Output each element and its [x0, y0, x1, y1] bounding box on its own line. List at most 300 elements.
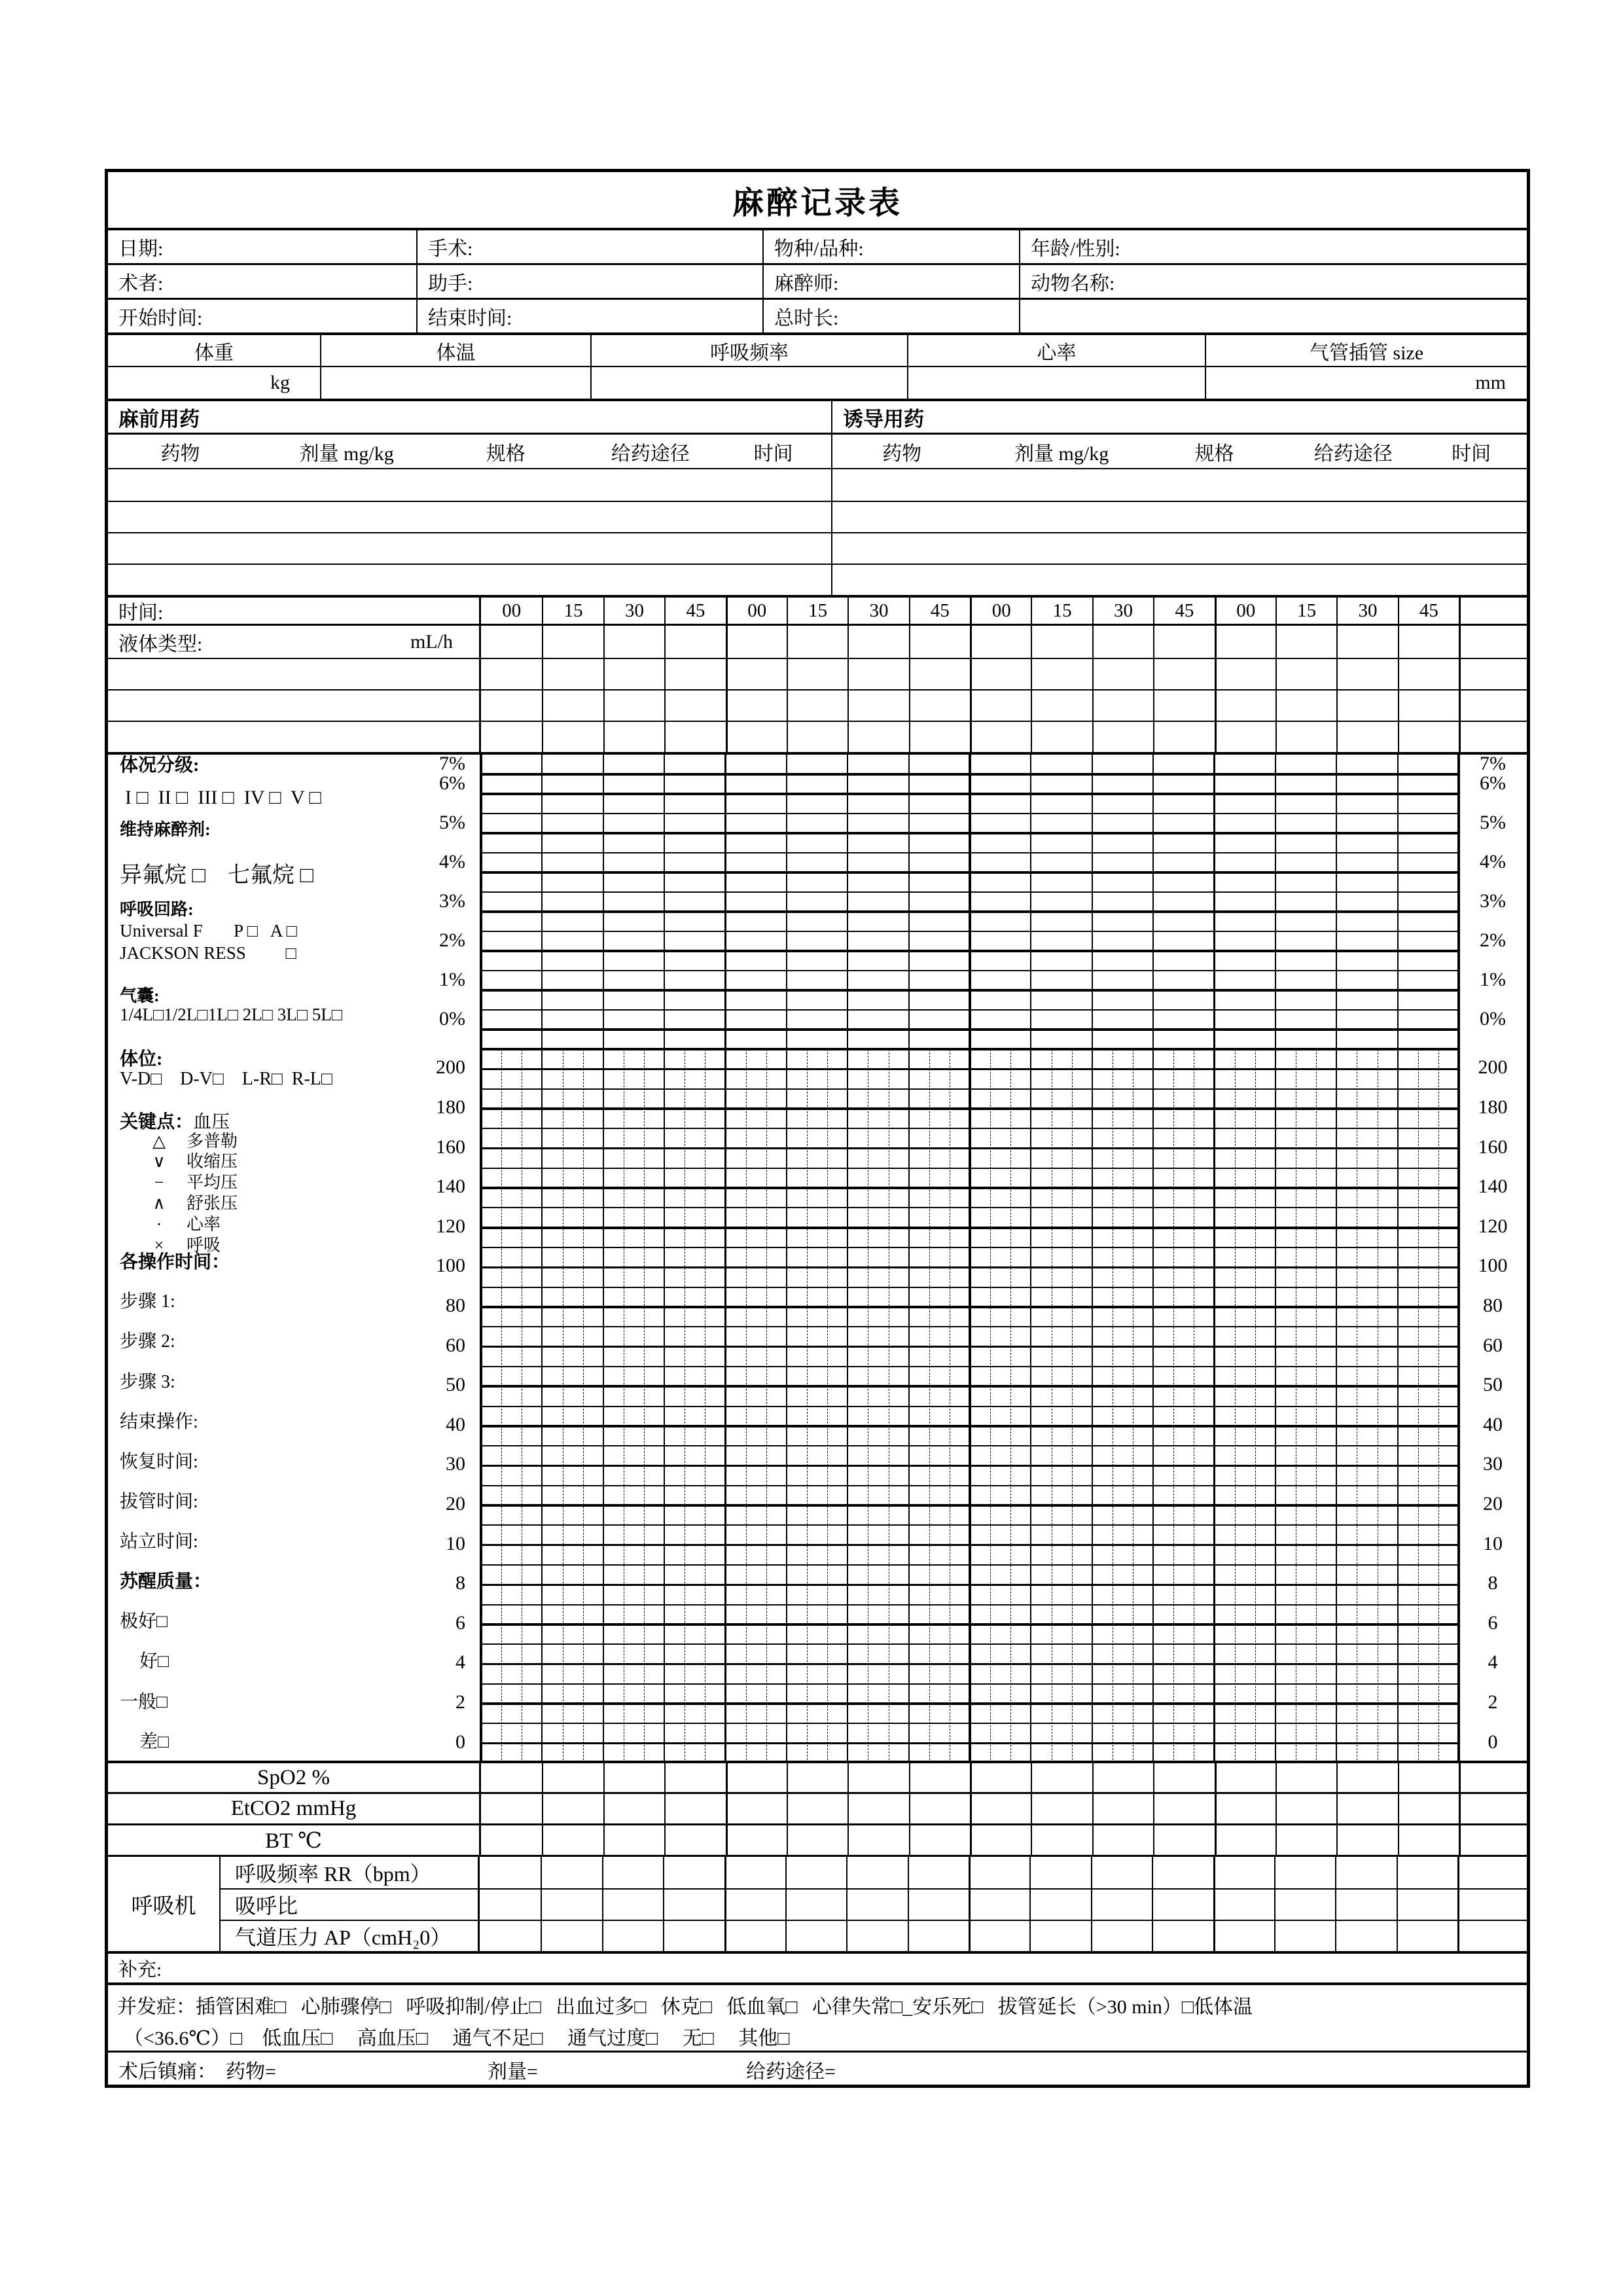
field-animal-name[interactable]: 动物名称: — [1019, 265, 1527, 298]
grid-cell[interactable] — [480, 1890, 541, 1920]
grid-cell[interactable] — [1029, 1890, 1090, 1920]
grid-cell[interactable] — [1092, 1763, 1153, 1792]
grid-cell[interactable] — [1215, 691, 1275, 721]
diastolic-symbol: ∧ — [152, 1194, 166, 1213]
grid-cell[interactable] — [785, 1890, 846, 1920]
grid-cell[interactable] — [724, 1857, 785, 1888]
grid-cell[interactable] — [908, 1921, 969, 1951]
etco2-cells — [481, 1794, 1459, 1823]
condition-grade-checkboxes[interactable]: I □ II □ III □ IV □ V □ — [125, 787, 321, 808]
grid-cell[interactable] — [1092, 1794, 1153, 1823]
grid-cell[interactable] — [909, 659, 970, 689]
grid-cell[interactable] — [846, 1921, 907, 1951]
grid-line-horizontal — [481, 1406, 1459, 1407]
grid-cell[interactable] — [970, 722, 1031, 752]
grid-cell[interactable] — [1275, 659, 1336, 689]
rr-input[interactable] — [590, 367, 907, 399]
grid-cell[interactable] — [1275, 1794, 1336, 1823]
col-route: 给药途径 — [611, 442, 690, 465]
field-anesthetist[interactable]: 麻醉师: — [762, 265, 1019, 298]
ventilator-ie-row — [221, 1888, 1527, 1920]
complications-checkboxes-line2[interactable]: （<36.6℃）□ 低血压□ 高血压□ 通气不足□ 通气过度□ 无□ 其他□ — [124, 2028, 790, 2049]
scale-label-left: 30 — [446, 1453, 465, 1475]
grid-cell[interactable] — [1092, 626, 1153, 658]
grid-cell[interactable] — [787, 659, 847, 689]
info-row-2 — [108, 263, 1527, 298]
grid-cell[interactable] — [1336, 1825, 1397, 1855]
grid-cell[interactable] — [787, 691, 847, 721]
grid-cell[interactable] — [1274, 1890, 1335, 1920]
scale-label-right: 180 — [1478, 1096, 1508, 1118]
grid-cell[interactable] — [481, 722, 542, 752]
ventilator-ap-row — [221, 1920, 1527, 1951]
grid-cell[interactable] — [542, 1794, 603, 1823]
keypoints-label — [120, 1113, 230, 1132]
keypoints-bp: 血压 — [193, 1112, 230, 1132]
grid-cell[interactable] — [726, 626, 787, 658]
empty-cells — [481, 659, 1459, 689]
grid-cell[interactable] — [726, 1825, 787, 1855]
grid-cell[interactable] — [664, 722, 725, 752]
end-operation-field[interactable]: 结束操作: — [120, 1412, 198, 1432]
grid-cell[interactable] — [1335, 1890, 1396, 1920]
body-position-checkboxes[interactable]: V-D□ D-V□ L-R□ R-L□ — [120, 1069, 332, 1089]
grid-cell[interactable] — [1398, 626, 1459, 658]
grid-cell[interactable] — [908, 1857, 969, 1888]
grid-cell[interactable] — [1092, 659, 1153, 689]
analgesia-route-field[interactable]: 给药途径= — [746, 2060, 836, 2083]
grid-cell[interactable] — [847, 1825, 908, 1855]
col-drug: 药物 — [160, 442, 200, 465]
grid-cell[interactable] — [1091, 1921, 1152, 1951]
grid-line-horizontal — [481, 813, 1459, 814]
grid-cell[interactable] — [602, 1857, 663, 1888]
grid-cell[interactable] — [1153, 626, 1214, 658]
time-header-row — [108, 595, 1527, 624]
grid-cell[interactable] — [1398, 659, 1459, 689]
grid-cell[interactable] — [1153, 1825, 1214, 1855]
grid-cell[interactable] — [602, 1921, 663, 1951]
grid-cell[interactable] — [909, 722, 970, 752]
grid-cell[interactable] — [1153, 1794, 1214, 1823]
grid-cell[interactable] — [1152, 1921, 1213, 1951]
grid-cell[interactable] — [1215, 722, 1275, 752]
scale-label-left: 6 — [455, 1611, 465, 1634]
grid-cell[interactable] — [1215, 1825, 1275, 1855]
grid-cell[interactable] — [909, 1763, 970, 1792]
field-assistant[interactable]: 助手: — [416, 265, 762, 298]
row-stub — [1459, 1794, 1527, 1823]
field-start-time[interactable]: 开始时间: — [118, 308, 203, 329]
grid-cell[interactable] — [970, 659, 1031, 689]
grid-line-horizontal — [481, 1147, 1459, 1150]
grid-line-horizontal — [481, 1683, 1459, 1685]
grid-cell[interactable] — [1031, 1763, 1092, 1792]
grid-cell[interactable] — [847, 659, 908, 689]
keypoints-title: 关键点： — [120, 1112, 194, 1132]
grid-cell[interactable] — [481, 691, 542, 721]
grid-cell[interactable] — [1398, 1825, 1459, 1855]
scale-label-right: 1% — [1480, 969, 1506, 990]
grid-cell[interactable] — [1215, 1763, 1275, 1792]
grid-line-vertical — [1275, 755, 1276, 1763]
grid-cell[interactable] — [1091, 1857, 1152, 1888]
grid-cell[interactable] — [1031, 1794, 1092, 1823]
grid-cell[interactable] — [541, 1857, 601, 1888]
row-stub — [1457, 1921, 1525, 1951]
grid-line-horizontal — [481, 1425, 1459, 1427]
grid-cell[interactable] — [1029, 1857, 1090, 1888]
time-tick: 45 — [909, 598, 970, 624]
grid-cell[interactable] — [481, 626, 542, 658]
grid-cell[interactable] — [603, 1763, 664, 1792]
grid-cell[interactable] — [909, 1794, 970, 1823]
scale-label-right: 6% — [1480, 772, 1506, 794]
grid-cell[interactable] — [1092, 691, 1153, 721]
grid-cell[interactable] — [1031, 722, 1092, 752]
grid-cell[interactable] — [481, 659, 542, 689]
scale-label-left: 200 — [436, 1056, 465, 1079]
grid-line-horizontal — [481, 1247, 1459, 1248]
fluid-row-stub — [1459, 626, 1527, 658]
grid-cell[interactable] — [1091, 1890, 1152, 1920]
grid-cell[interactable] — [603, 659, 664, 689]
grid-cell[interactable] — [785, 1921, 846, 1951]
legend-systolic: ∨ 收缩压 — [139, 1153, 238, 1170]
grid-cell[interactable] — [603, 626, 664, 658]
premed-entry-cell[interactable] — [108, 469, 832, 501]
ventilator-ap-cells — [480, 1921, 1457, 1951]
analgesia-dose-field[interactable]: 剂量= — [488, 2060, 538, 2083]
field-total-duration[interactable]: 总时长: — [762, 300, 1019, 332]
grid-cell[interactable] — [1031, 626, 1092, 658]
grid-cell[interactable] — [1092, 722, 1153, 752]
grid-cell[interactable] — [1336, 691, 1397, 721]
grid-cell[interactable] — [481, 1763, 542, 1792]
grid-cell[interactable] — [542, 659, 603, 689]
grid-line-horizontal — [481, 1465, 1459, 1467]
grid-cell[interactable] — [1336, 659, 1397, 689]
grid-cell[interactable] — [1397, 1857, 1457, 1888]
grid-cell[interactable] — [1215, 626, 1275, 658]
grid-cell[interactable] — [663, 1890, 724, 1920]
grid-cell[interactable] — [787, 722, 847, 752]
grid-line-vertical — [724, 755, 727, 1763]
scale-label-left: 10 — [446, 1532, 465, 1554]
grid-cell[interactable] — [1153, 722, 1214, 752]
grid-cell[interactable] — [726, 1763, 787, 1792]
grid-cell[interactable] — [664, 1825, 725, 1855]
step2-field[interactable]: 步骤 2: — [120, 1331, 175, 1352]
empty-label-cell — [108, 691, 481, 721]
scale-label-left: 2 — [455, 1691, 465, 1713]
grid-cell[interactable] — [1031, 691, 1092, 721]
induction-entry-cell[interactable] — [832, 565, 1527, 595]
field-surgery[interactable]: 手术: — [416, 230, 762, 263]
grid-line-horizontal — [481, 989, 1459, 992]
step1-field[interactable]: 步骤 1: — [120, 1291, 175, 1312]
breathing-circuit-label: 呼吸回路: — [120, 900, 194, 919]
grid-line-horizontal — [481, 1187, 1459, 1189]
empty-cells — [481, 691, 1459, 721]
grid-cell[interactable] — [1215, 1794, 1275, 1823]
grid-cell[interactable] — [846, 1890, 907, 1920]
extubation-time-field[interactable]: 拔管时间: — [120, 1492, 198, 1512]
grid-cell[interactable] — [847, 626, 908, 658]
grid-cell[interactable] — [726, 691, 787, 721]
grid-line-horizontal — [481, 1326, 1459, 1327]
grid-cell[interactable] — [1398, 1763, 1459, 1792]
bt-cells — [481, 1825, 1459, 1855]
grid-cell[interactable] — [1274, 1921, 1335, 1951]
scale-label-right: 80 — [1483, 1294, 1503, 1316]
grid-cell[interactable] — [787, 1794, 847, 1823]
row-stub — [1459, 1825, 1527, 1855]
grid-line-horizontal — [481, 1385, 1459, 1388]
grid-cell[interactable] — [1397, 1890, 1457, 1920]
grid-cell[interactable] — [970, 1825, 1031, 1855]
grid-line-vertical — [847, 755, 848, 1763]
grid-cell[interactable] — [787, 1763, 847, 1792]
grid-line-horizontal — [481, 1128, 1459, 1129]
grid-cell[interactable] — [909, 1825, 970, 1855]
circuit-universal-checkboxes[interactable]: Universal F P □ A □ — [120, 921, 297, 941]
scale-label-left: 140 — [436, 1175, 465, 1198]
grid-line-horizontal — [481, 793, 1459, 795]
grid-line-horizontal — [481, 1009, 1459, 1011]
grid-cell[interactable] — [1275, 1763, 1336, 1792]
field-end-time[interactable]: 结束时间: — [416, 300, 762, 332]
time-tick: 15 — [787, 598, 847, 624]
grid-cell[interactable] — [1398, 1794, 1459, 1823]
grid-cell[interactable] — [1031, 1825, 1092, 1855]
grid-cell[interactable] — [1336, 626, 1397, 658]
scale-label-right: 20 — [1483, 1493, 1503, 1515]
grid-cell[interactable] — [602, 1890, 663, 1920]
time-tick: 30 — [847, 598, 908, 624]
row-stub — [1457, 1857, 1525, 1888]
grid-cell[interactable] — [1092, 1825, 1153, 1855]
grid-cell[interactable] — [969, 1857, 1029, 1888]
grid-cell[interactable] — [1213, 1921, 1274, 1951]
grid-cell[interactable] — [664, 691, 725, 721]
scale-label-right: 8 — [1488, 1572, 1498, 1594]
grid-cell[interactable] — [1215, 659, 1275, 689]
field-empty[interactable] — [1019, 300, 1527, 332]
grid-cell[interactable] — [847, 1763, 908, 1792]
mean-symbol: − — [154, 1173, 164, 1192]
grid-cell[interactable] — [663, 1921, 724, 1951]
grid-cell[interactable] — [480, 1857, 541, 1888]
grid-cell[interactable] — [726, 722, 787, 752]
grid-cell[interactable] — [1398, 691, 1459, 721]
circuit-jackson-checkbox[interactable]: JACKSON RESS □ — [120, 943, 296, 963]
grid-cell[interactable] — [724, 1890, 785, 1920]
legend-doppler: △ 多普勒 — [139, 1132, 238, 1150]
weight-input[interactable]: kg — [270, 372, 290, 393]
grid-cell[interactable] — [603, 1794, 664, 1823]
grid-cell[interactable] — [908, 1890, 969, 1920]
grid-cell[interactable] — [1031, 659, 1092, 689]
analgesia-drug-field[interactable]: 药物= — [226, 2060, 276, 2083]
grid-cell[interactable] — [1153, 1763, 1214, 1792]
air-bag-checkboxes[interactable]: 1/4L□1/2L□1L□ 2L□ 3L□ 5L□ — [120, 1005, 343, 1024]
grid-cell[interactable] — [1152, 1857, 1213, 1888]
grid-cell[interactable] — [1153, 691, 1214, 721]
supplement-row[interactable] — [108, 1951, 1527, 1982]
grid-line-vertical — [1152, 755, 1154, 1763]
scale-label-right: 140 — [1478, 1175, 1508, 1198]
medication-row — [108, 469, 1527, 501]
grid-cell[interactable] — [724, 1921, 785, 1951]
grid-line-horizontal — [481, 1028, 1459, 1031]
grid-line-horizontal — [481, 1306, 1459, 1308]
scale-label-right: 40 — [1483, 1413, 1503, 1435]
premed-entry-cell[interactable] — [108, 533, 832, 564]
induction-entry-cell[interactable] — [832, 533, 1527, 564]
grid-cell[interactable] — [603, 1825, 664, 1855]
scale-label-left: 3% — [439, 890, 465, 912]
grid-line-horizontal — [481, 1207, 1459, 1208]
grid-cell[interactable] — [542, 691, 603, 721]
grid-cell[interactable] — [909, 626, 970, 658]
grid-cell[interactable] — [542, 626, 603, 658]
grid-cell[interactable] — [481, 1825, 542, 1855]
grid-cell[interactable] — [1213, 1857, 1274, 1888]
hr-input[interactable] — [907, 367, 1205, 399]
legend-respiration: × 呼吸 — [139, 1236, 221, 1254]
recovery-fair-checkbox[interactable]: 一般□ — [120, 1692, 168, 1712]
grid-cell[interactable] — [726, 659, 787, 689]
grid-cell[interactable] — [726, 1794, 787, 1823]
row-stub — [1459, 1763, 1527, 1792]
grid-cell[interactable] — [1152, 1890, 1213, 1920]
grid-cell[interactable] — [664, 626, 725, 658]
grid-cell[interactable] — [480, 1921, 541, 1951]
induction-entry-cell[interactable] — [832, 502, 1527, 532]
standing-time-field[interactable]: 站立时间: — [120, 1532, 198, 1552]
field-species[interactable]: 物种/品种: — [762, 230, 1019, 263]
grid-cell[interactable] — [542, 722, 603, 752]
grid-line-horizontal — [481, 1445, 1459, 1446]
step3-field[interactable]: 步骤 3: — [120, 1372, 175, 1392]
grid-cell[interactable] — [664, 1794, 725, 1823]
grid-line-horizontal — [481, 1266, 1459, 1269]
grid-cell[interactable] — [541, 1921, 601, 1951]
grid-cell[interactable] — [846, 1857, 907, 1888]
form-title — [108, 172, 1527, 228]
complications-checkboxes-line1[interactable]: 并发症：插管困难□ 心肺骤停□ 呼吸抑制/停止□ 出血过多□ 休克□ 低血氧□ 心律失常□_安乐死□ 拔管延长（>30 min）□低体温 — [117, 1996, 1253, 2018]
grid-cell[interactable] — [1275, 626, 1336, 658]
grid-line-horizontal — [481, 832, 1459, 834]
grid-cell[interactable] — [969, 1921, 1029, 1951]
field-age-sex[interactable]: 年龄/性别: — [1019, 230, 1527, 263]
grid-cell[interactable] — [969, 1890, 1029, 1920]
recovery-excellent-checkbox[interactable]: 极好□ — [120, 1611, 168, 1632]
body-temp-label: BT ℃ — [108, 1825, 481, 1855]
medication-row — [108, 532, 1527, 564]
recovery-poor-checkbox[interactable]: 差□ — [139, 1732, 169, 1752]
grid-cell[interactable] — [542, 1825, 603, 1855]
recovery-good-checkbox[interactable]: 好□ — [139, 1651, 169, 1672]
grid-cell[interactable] — [481, 1794, 542, 1823]
grid-cell[interactable] — [603, 691, 664, 721]
field-surgeon[interactable]: 术者: — [118, 273, 164, 295]
grid-cell[interactable] — [1335, 1921, 1396, 1951]
time-tick: 30 — [603, 598, 664, 624]
doppler-symbol: △ — [152, 1132, 166, 1151]
grid-line-horizontal — [481, 1643, 1459, 1645]
temp-input[interactable] — [320, 367, 590, 399]
grid-cell[interactable] — [603, 722, 664, 752]
grid-cell[interactable] — [664, 659, 725, 689]
ventilator-rr-row — [221, 1857, 1527, 1888]
grid-cell[interactable] — [1336, 722, 1397, 752]
grid-cell[interactable] — [1397, 1921, 1457, 1951]
grid-cell[interactable] — [542, 1763, 603, 1792]
grid-cell[interactable] — [909, 691, 970, 721]
col-drug: 药物 — [882, 442, 922, 465]
maintenance-anesthetic-checkboxes[interactable]: 异氟烷 □ 七氟烷 □ — [120, 863, 314, 888]
grid-cell[interactable] — [1335, 1857, 1396, 1888]
grid-line-vertical — [1336, 755, 1337, 1763]
grid-cell[interactable] — [970, 1763, 1031, 1792]
grid-cell[interactable] — [1275, 691, 1336, 721]
fluid-unit-label: mL/h — [410, 630, 453, 653]
grid-cell[interactable] — [1029, 1921, 1090, 1951]
grid-line-horizontal — [481, 1048, 1459, 1050]
grid-cell[interactable] — [847, 691, 908, 721]
grid-cell[interactable] — [847, 1794, 908, 1823]
grid-cell[interactable] — [1275, 1825, 1336, 1855]
time-tick: 30 — [1336, 598, 1397, 624]
time-tick: 15 — [1275, 598, 1336, 624]
vitals-header-row — [108, 332, 1527, 366]
grid-cell[interactable] — [1274, 1857, 1335, 1888]
empty-label-cell — [108, 659, 481, 689]
premed-entry-cell[interactable] — [108, 565, 832, 595]
grid-line-vertical — [969, 755, 971, 1763]
grid-cell[interactable] — [1398, 722, 1459, 752]
grid-cell[interactable] — [1336, 1763, 1397, 1792]
recovery-time-field[interactable]: 恢复时间: — [120, 1452, 198, 1472]
grid-cell[interactable] — [970, 1794, 1031, 1823]
field-date[interactable]: 日期: — [118, 238, 164, 260]
grid-cell[interactable] — [1336, 1794, 1397, 1823]
grid-cell[interactable] — [787, 1825, 847, 1855]
grid-cell[interactable] — [1213, 1890, 1274, 1920]
grid-cell[interactable] — [664, 1763, 725, 1792]
tube-size-input[interactable]: mm — [1205, 367, 1527, 399]
condition-grade-label: 体况分级: — [120, 755, 200, 776]
induction-entry-cell[interactable] — [832, 469, 1527, 501]
grid-cell[interactable] — [785, 1857, 846, 1888]
grid-cell[interactable] — [970, 626, 1031, 658]
grid-cell[interactable] — [787, 626, 847, 658]
grid-cell[interactable] — [1153, 659, 1214, 689]
grid-cell[interactable] — [847, 722, 908, 752]
grid-cell[interactable] — [663, 1857, 724, 1888]
scale-label-left: 20 — [446, 1493, 465, 1515]
premed-entry-cell[interactable] — [108, 502, 832, 532]
time-tick: 00 — [970, 598, 1031, 624]
grid-cell[interactable] — [1275, 722, 1336, 752]
scale-label-right: 120 — [1478, 1215, 1508, 1237]
grid-cell[interactable] — [541, 1890, 601, 1920]
grid-cell[interactable] — [970, 691, 1031, 721]
col-dose: 剂量 mg/kg — [299, 442, 394, 465]
complications-row — [108, 1982, 1527, 2051]
